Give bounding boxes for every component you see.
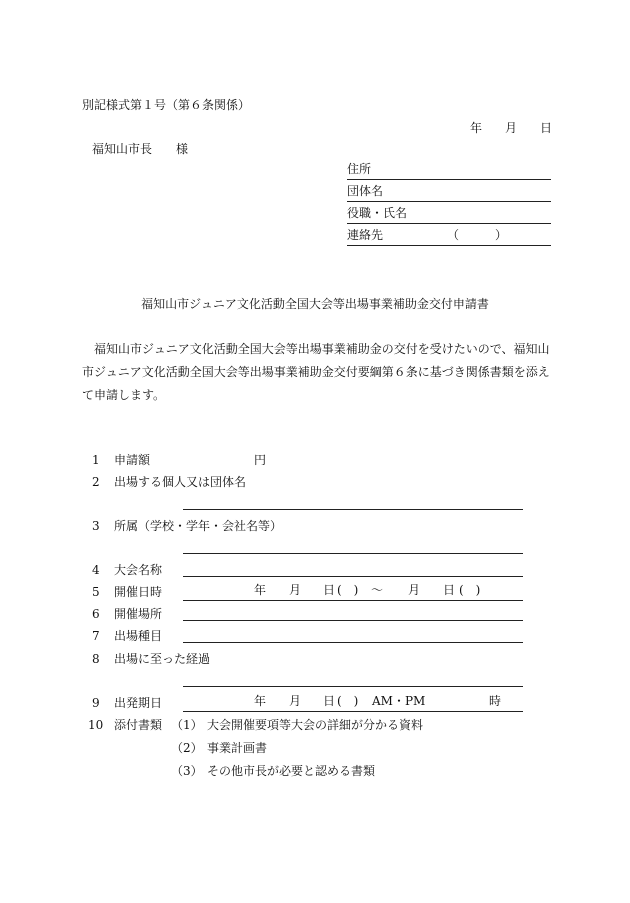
body-line: 福知山市ジュニア文化活動全国大会等出場事業補助金の交付を受けたいので、福知山 [82, 342, 550, 356]
item-9-ampm: AM・PM [372, 694, 426, 708]
item-10-number: 10 [88, 718, 104, 732]
document-title: 福知山市ジュニア文化活動全国大会等出場事業補助金交付申請書 [141, 297, 489, 311]
attachment-number: （3） [171, 764, 203, 778]
address-label: 住所 [347, 162, 372, 176]
item-1-label: 申請額 [114, 453, 151, 467]
attachment-text: 事業計画書 [207, 741, 268, 755]
date-month-label: 月 [505, 121, 518, 135]
item-9-number: 9 [92, 696, 100, 710]
addressee: 福知山市長 様 [92, 142, 189, 156]
item-5-number: 5 [92, 585, 100, 599]
item-5-weekday-paren-2: ( ) [459, 583, 481, 597]
applicant-address-row[interactable] [347, 161, 551, 180]
item-6-number: 6 [92, 607, 100, 621]
item-3-field-line[interactable] [183, 553, 523, 554]
item-8-label: 出場に至った経過 [114, 652, 211, 666]
item-3-label: 所属（学校・学年・会社名等） [114, 519, 283, 533]
applicant-contact-row[interactable] [347, 227, 551, 246]
item-4-field-line[interactable] [183, 576, 523, 577]
item-5-label: 開催日時 [114, 585, 163, 599]
attachment-text: 大会開催要項等大会の詳細が分かる資料 [207, 718, 424, 732]
item-9-year: 年 [254, 694, 267, 708]
item-6-field-line[interactable] [183, 620, 523, 621]
body-paragraph [82, 338, 558, 407]
item-5-day-2: 日 [443, 583, 456, 597]
date-year-label: 年 [470, 121, 483, 135]
item-9-field[interactable] [183, 693, 523, 712]
group-label: 団体名 [347, 184, 384, 198]
item-1-unit: 円 [254, 453, 267, 467]
item-4-label: 大会名称 [114, 563, 163, 577]
item-5-month: 月 [289, 583, 302, 597]
item-3-number: 3 [92, 519, 100, 533]
body-line: 市ジュニア文化活動全国大会等出場事業補助金交付要綱第６条に基づき関係書類を添え [82, 365, 550, 379]
item-7-field-line[interactable] [183, 642, 523, 643]
item-2-field-line[interactable] [183, 509, 523, 510]
item-1-number: 1 [92, 453, 100, 467]
item-5-field[interactable] [183, 582, 523, 601]
attachment-text: その他市長が必要と認める書類 [207, 764, 376, 778]
attachment-number: （2） [171, 741, 203, 755]
attachment-number: （1） [171, 718, 203, 732]
item-2-label: 出場する個人又は団体名 [114, 475, 247, 489]
item-4-number: 4 [92, 563, 100, 577]
item-9-label: 出発期日 [114, 696, 163, 710]
item-2-number: 2 [92, 475, 100, 489]
item-5-tilde: 〜 [371, 583, 384, 597]
item-8-field-line[interactable] [183, 686, 523, 687]
item-7-number: 7 [92, 629, 100, 643]
item-9-hour: 時 [489, 694, 502, 708]
contact-label: 連絡先 [347, 228, 384, 242]
item-5-weekday-paren: ( ) [337, 583, 359, 597]
body-line: て申請します。 [82, 388, 166, 402]
item-9-month: 月 [289, 694, 302, 708]
applicant-title-row[interactable] [347, 205, 551, 224]
item-6-label: 開催場所 [114, 607, 163, 621]
date-day-label: 日 [540, 121, 553, 135]
item-5-month-2: 月 [408, 583, 421, 597]
item-9-weekday-paren: ( ) [337, 694, 359, 708]
title-name-label: 役職・氏名 [347, 206, 408, 220]
item-7-label: 出場種目 [114, 629, 163, 643]
applicant-group-row[interactable] [347, 183, 551, 202]
item-5-day: 日 [323, 583, 336, 597]
form-number: 別記様式第１号（第６条関係） [82, 98, 251, 112]
item-10-label: 添付書類 [114, 718, 163, 732]
contact-paren: （ ） [447, 228, 508, 242]
item-9-day: 日 [323, 694, 336, 708]
item-5-year: 年 [254, 583, 267, 597]
item-8-number: 8 [92, 652, 100, 666]
